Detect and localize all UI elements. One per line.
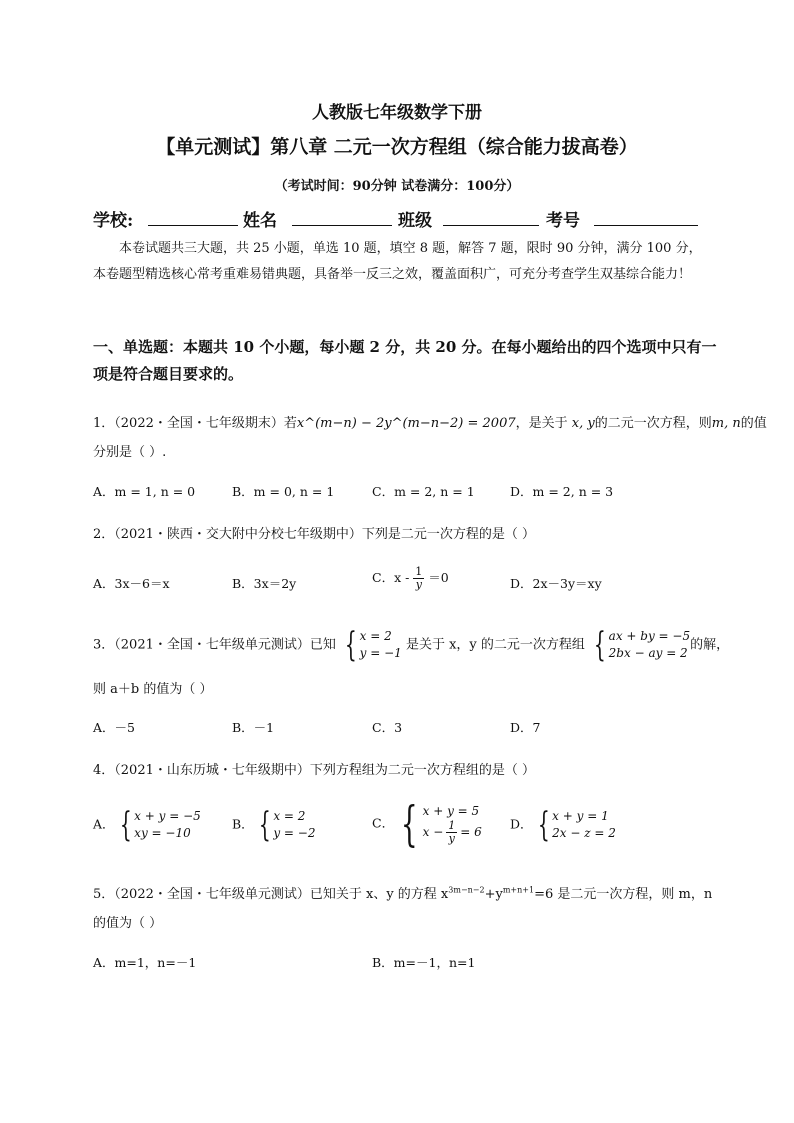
q4-c-line1: x + y = 5: [422, 804, 480, 818]
question-5-tail: =6 是二元一次方程，则 m，n: [534, 887, 713, 902]
q4-option-c: [372, 796, 482, 852]
brace-icon: {: [400, 796, 418, 852]
q5-exponent-2: m+n+1: [502, 885, 535, 895]
q2-option-c-suffix: ＝0: [428, 570, 449, 585]
question-1-equation: x^(m−n) − 2y^(m−n−2) = 2007: [296, 416, 516, 431]
question-5: [93, 883, 712, 902]
question-1-text-b: 的二元一次方程，则: [594, 416, 712, 431]
q3-sys1-line2: y = −1: [359, 646, 402, 660]
name-label: 姓名: [243, 211, 277, 231]
q2-option-a: A．3x－6＝x: [93, 576, 170, 591]
q4-c-frac-den: y: [448, 832, 455, 845]
q3-option-c: C．3: [372, 720, 403, 735]
q4-option-a-label: A．: [93, 816, 115, 832]
q4-option-a: [93, 805, 201, 845]
q3-system-2: [589, 625, 691, 665]
brace-icon: {: [593, 625, 606, 665]
brace-icon: {: [119, 805, 132, 845]
class-blank: [443, 225, 539, 226]
q4-c-line2-left: x −: [422, 825, 444, 839]
q2-option-b: B．3x＝2y: [232, 576, 297, 591]
school-label: 学校:: [93, 211, 134, 231]
question-1-source: 1．（2022・全国・七年级期末）若: [93, 416, 297, 431]
q1-option-b: B．m = 0, n = 1: [232, 484, 335, 499]
q3-sys2-line2: 2bx − ay = 2: [608, 646, 688, 660]
intro-paragraph: 本卷试题共三大题，共 25 小题，单选 10 题，填空 8 题，解答 7 题，限时 90 分钟，满分 100 分，本卷题型精选核心常考重难易错典题，具备举一反三之效，覆盖面积广，可充分考查学生双基综合能力！: [93, 241, 702, 282]
q4-option-d: [510, 805, 616, 845]
q4-option-c-label: C．: [372, 815, 395, 831]
q3-system-1: [340, 625, 402, 665]
question-1-line2: 分别是（ ）.: [93, 445, 167, 460]
name-blank: [292, 225, 392, 226]
exam-number-label: 考号: [546, 211, 580, 231]
q2-fraction: [413, 566, 424, 591]
section-heading: 一、单选题：本题共 10 个小题，每小题 2 分，共 20 分。在每小题给出的四个选项中只有一项是符合题目要求的。: [93, 338, 717, 383]
question-1-text-c: 的值: [740, 416, 767, 431]
q5-option-a: A．m=1，n=－1: [93, 955, 197, 970]
q2-option-c: [372, 566, 449, 591]
q4-a-line2: xy = −10: [134, 826, 191, 840]
class-label: 班级: [398, 211, 432, 231]
q2-option-d: D．2x－3y＝xy: [510, 576, 602, 591]
school-blank: [148, 225, 238, 226]
question-1: [93, 412, 767, 431]
q3-option-b: B．－1: [232, 720, 275, 735]
q2-option-c-prefix: C．x -: [372, 570, 410, 585]
question-3-end: 的解，: [690, 637, 730, 653]
q1-option-a: A．m = 1, n = 0: [93, 484, 196, 499]
q4-b-line2: y = −2: [273, 826, 316, 840]
q2-fraction-num: 1: [415, 565, 423, 578]
question-1-text-a: ，是关于: [515, 416, 568, 431]
q4-c-line2-right: = 6: [460, 825, 482, 839]
q5-plus-y: +y: [484, 887, 503, 902]
q4-option-d-label: D．: [510, 816, 533, 832]
document-subtitle: 【单元测试】第八章 二元一次方程组（综合能力拔高卷）: [156, 136, 638, 158]
question-1-vars2: m, n: [711, 416, 741, 431]
exam-info: （考试时间：90分钟 试卷满分：100分）: [274, 179, 520, 194]
q1-option-c: C．m = 2, n = 1: [372, 484, 475, 499]
question-3-line2: 则 a＋b 的值为（ ）: [93, 682, 213, 697]
q4-b-line1: x = 2: [273, 809, 306, 823]
question-5-line2: 的值为（ ）: [93, 916, 163, 931]
q5-option-b: B．m=－1，n=1: [372, 955, 476, 970]
question-4: 4．（2021・山东历城・七年级期中）下列方程组为二元一次方程组的是（ ）: [93, 763, 535, 778]
q4-c-line2: [423, 820, 482, 845]
q3-sys1-line1: x = 2: [359, 629, 392, 643]
question-3-source: 3．（2021・全国・七年级单元测试）已知: [93, 637, 336, 653]
q2-fraction-den: y: [415, 578, 422, 591]
question-1-vars: x, y: [571, 416, 595, 431]
q4-option-b: [232, 805, 316, 845]
q3-option-a: A．－5: [93, 720, 135, 735]
exam-number-blank: [594, 225, 698, 226]
q5-exponent-1: 3m−n−2: [448, 885, 485, 895]
q4-a-line1: x + y = −5: [134, 809, 201, 823]
question-2: 2．（2021・陕西・交大附中分校七年级期中）下列是二元一次方程的是（ ）: [93, 527, 535, 542]
brace-icon: {: [258, 805, 271, 845]
question-3: [93, 625, 730, 665]
brace-icon: {: [344, 625, 357, 665]
q3-sys2-line1: ax + by = −5: [608, 629, 691, 643]
q1-option-d: D．m = 2, n = 3: [510, 484, 614, 499]
q4-c-frac-num: 1: [448, 819, 456, 832]
question-5-stem: 5．（2022・全国・七年级单元测试）已知关于 x、y 的方程 x: [93, 887, 449, 902]
q4-option-b-label: B．: [232, 816, 254, 832]
question-3-text: 是关于 x，y 的二元一次方程组: [405, 637, 585, 653]
brace-icon: {: [537, 805, 550, 845]
q4-d-line1: x + y = 1: [552, 809, 609, 823]
document-title: 人教版七年级数学下册: [312, 103, 482, 123]
q3-option-d: D．7: [510, 720, 541, 735]
q4-d-line2: 2x − z = 2: [552, 826, 616, 840]
